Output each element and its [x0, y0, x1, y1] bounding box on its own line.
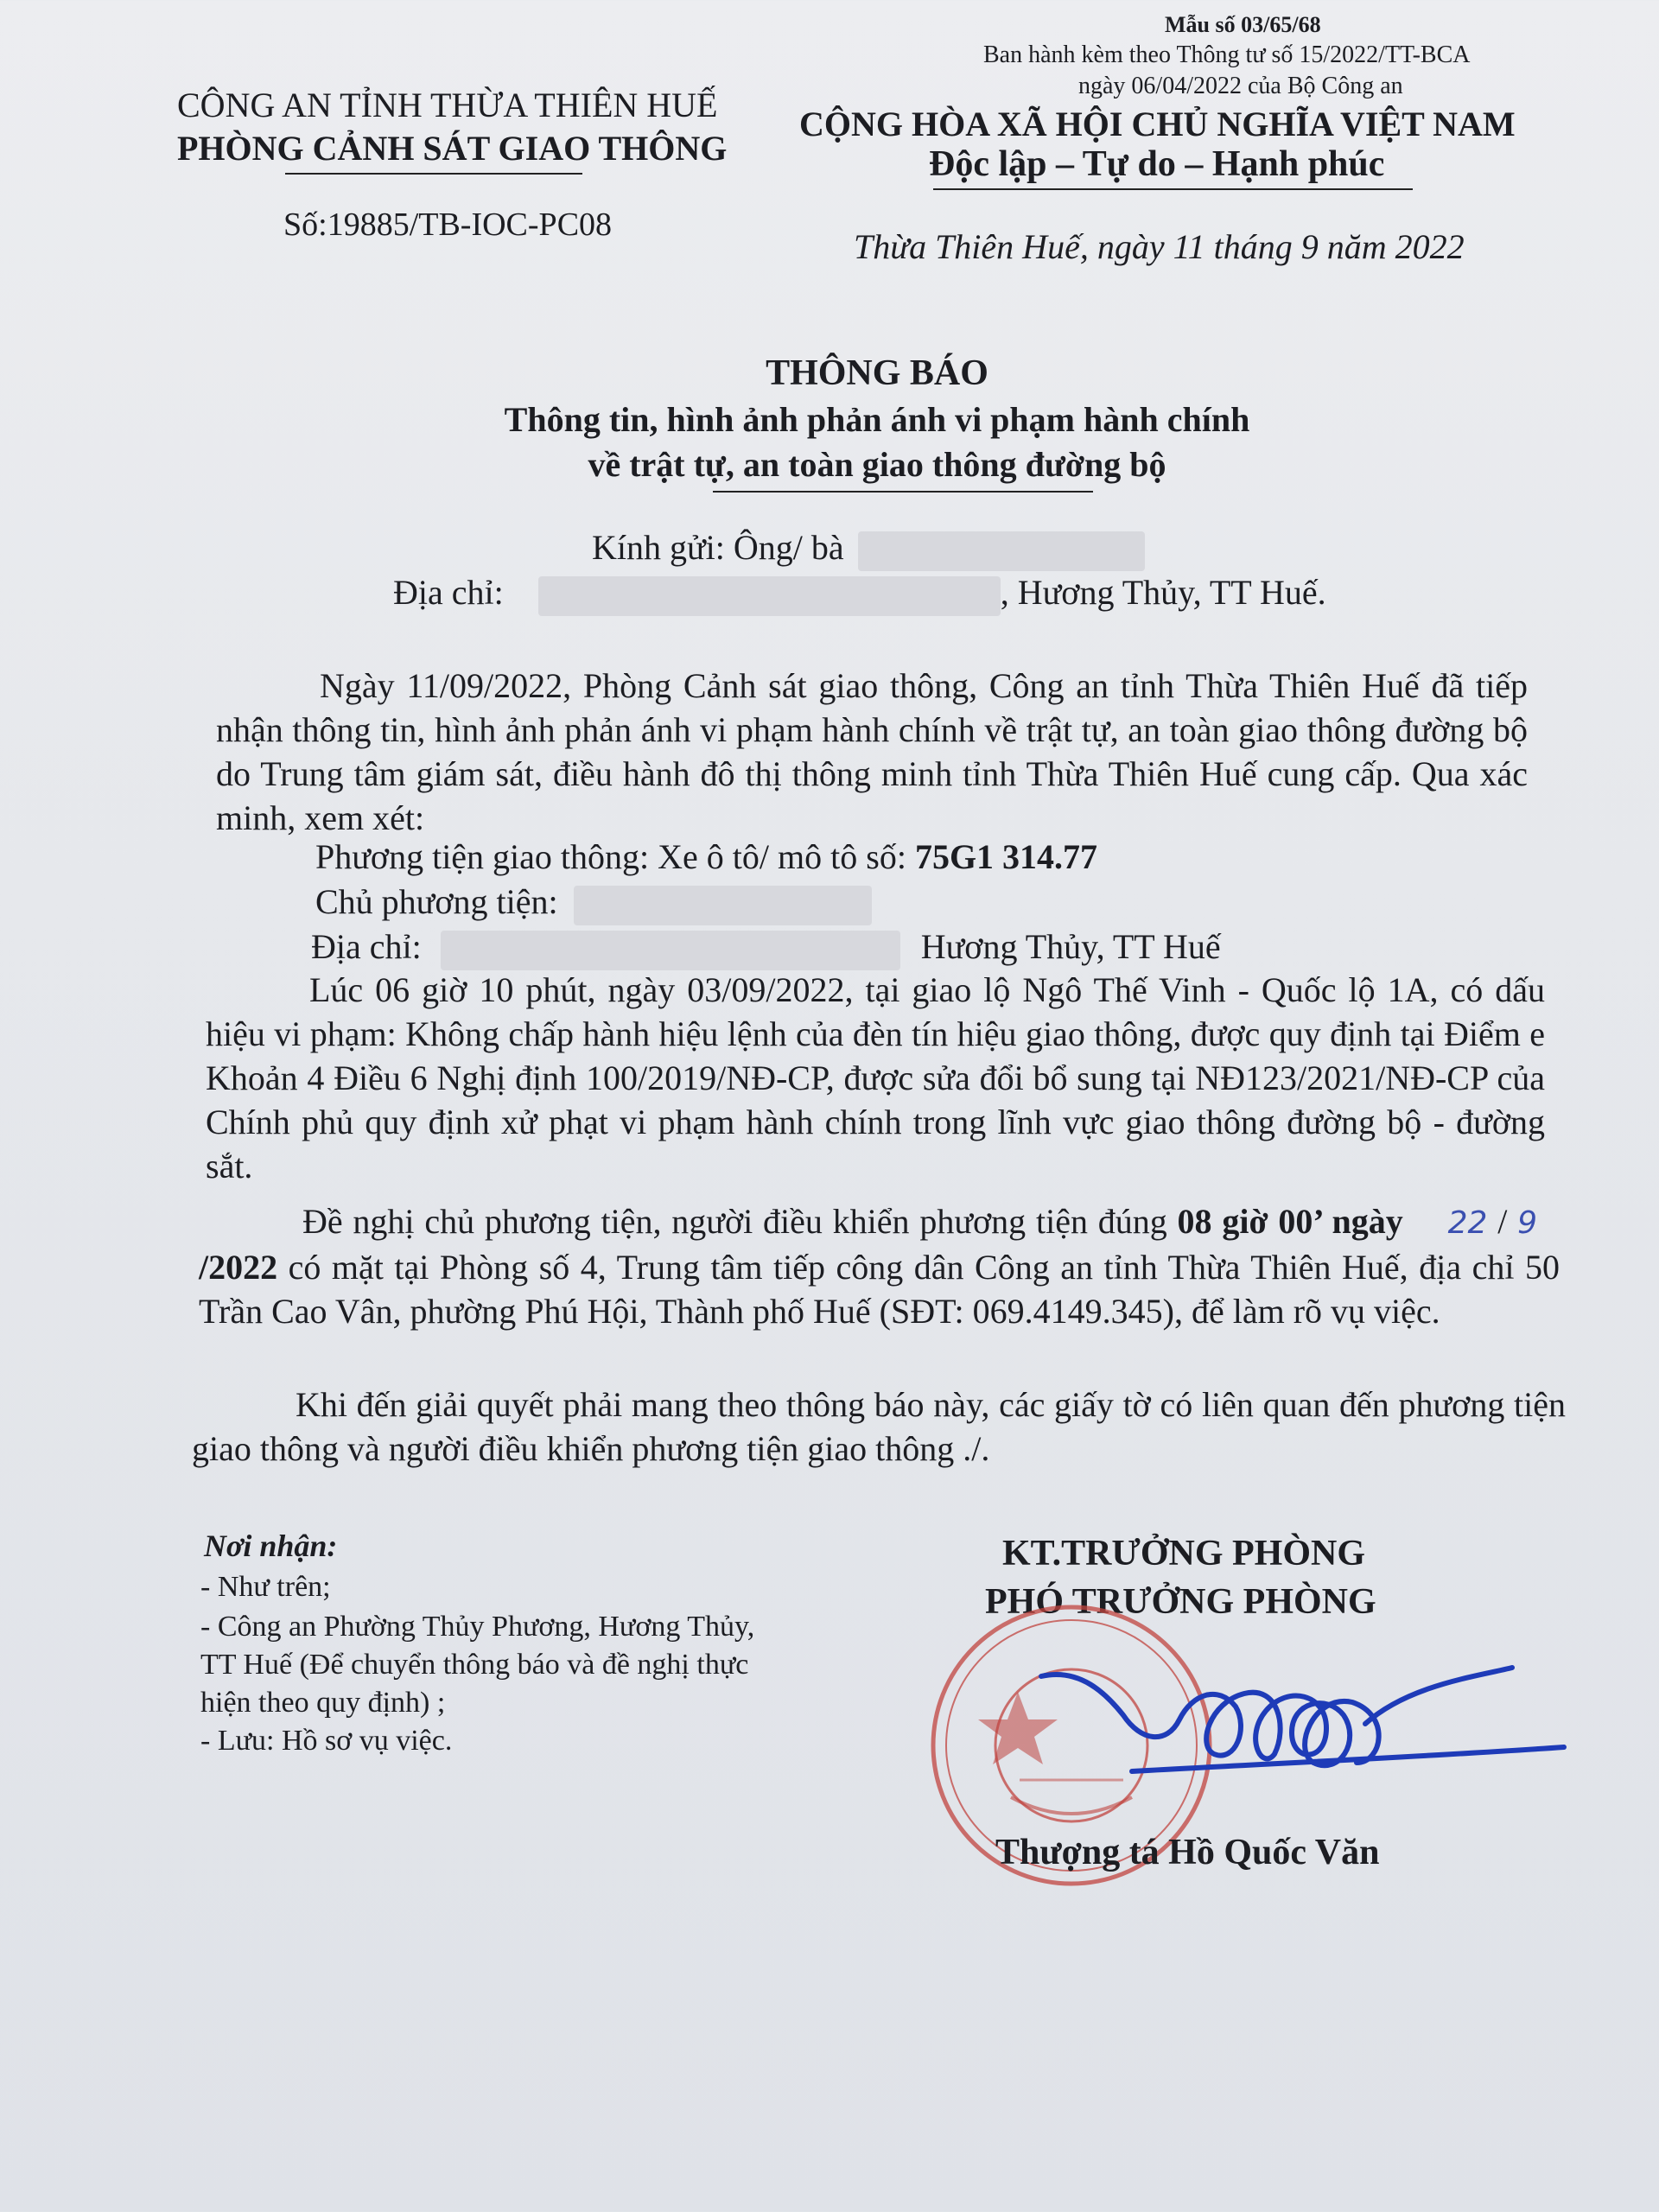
document-number: Số:19885/TB-IOC-PC08	[283, 207, 613, 243]
summons-text: Đề nghị chủ phương tiện, người điều khiển phương tiện đúng	[302, 1202, 1178, 1241]
redacted-address	[538, 576, 1001, 616]
agency-name: CÔNG AN TỈNH THỪA THIÊN HUẾ	[177, 86, 718, 124]
document-subtitle: về trật tự, an toàn giao thông đường bộ	[588, 445, 1166, 484]
recipients-item: - Như trên;	[200, 1571, 331, 1603]
redacted-owner-address	[441, 931, 900, 970]
form-issued-line: ngày 06/04/2022 của Bộ Công an	[1078, 73, 1403, 99]
divider	[285, 173, 582, 175]
owner-label: Chủ phương tiện:	[315, 882, 558, 921]
divider	[713, 491, 1093, 493]
redacted-owner	[574, 886, 872, 925]
handwritten-signature-icon	[1028, 1633, 1581, 1806]
form-number: Mẫu số 03/65/68	[1165, 12, 1321, 37]
national-motto: Độc lập – Tự do – Hạnh phúc	[929, 144, 1385, 184]
signature-title: KT.TRƯỞNG PHÒNG	[1002, 1534, 1365, 1573]
paragraph-summons: Đề nghị chủ phương tiện, người điều khiển phương tiện đúng 08 giờ 00’ ngày 22 / 9/2022 có mặt tại Phòng số 4, Trung tâm tiếp công dân Công an tỉnh Thừa Thiên Huế, địa chỉ 50 Trần Cao Vân, phường Phú Hội, Thành phố Huế (SĐT: 069.4149.345), để làm rõ vụ việc.	[199, 1202, 1560, 1331]
recipient-label: Kính gửi: Ông/ bà	[592, 528, 844, 567]
recipient-line	[592, 527, 1145, 571]
recipients-item: TT Huế (Để chuyển thông báo và đề nghị thực	[200, 1649, 749, 1681]
license-plate: 75G1 314.77	[914, 837, 1098, 876]
summons-time: 08 giờ 00’ ngày	[1177, 1202, 1403, 1241]
owner-line	[315, 881, 872, 925]
document-title: THÔNG BÁO	[766, 353, 988, 393]
handwritten-month: 9	[1517, 1205, 1538, 1241]
vehicle-line	[315, 836, 1097, 877]
place-date: Thừa Thiên Huế, ngày 11 tháng 9 năm 2022	[854, 227, 1465, 266]
address-label: Địa chỉ:	[393, 573, 504, 612]
paragraph-violation: Lúc 06 giờ 10 phút, ngày 03/09/2022, tại giao lộ Ngô Thế Vinh - Quốc lộ 1A, có dấu hiệu vi phạm: Không chấp hành hiệu lệnh của đèn tín hiệu giao thông, được quy định tại Điểm e Khoản 4 Điều 6 Nghị định 100/2019/NĐ-CP, được sửa đổi bổ sung tại NĐ123/2021/NĐ-CP của Chính phủ quy định xử phạt vi phạm hành chính trong lĩnh vực giao thông đường bộ - đường sắt.	[206, 970, 1545, 1185]
divider	[933, 188, 1413, 190]
owner-address-label: Địa chỉ:	[311, 927, 422, 966]
owner-address-tail: Hương Thủy, TT Huế	[920, 927, 1221, 966]
department-name: PHÒNG CẢNH SÁT GIAO THÔNG	[177, 129, 728, 168]
redacted-name	[858, 531, 1145, 571]
vehicle-label: Phương tiện giao thông: Xe ô tô/ mô tô số:	[315, 837, 915, 876]
national-title: CỘNG HÒA XÃ HỘI CHỦ NGHĨA VIỆT NAM	[799, 105, 1516, 143]
owner-address-line	[311, 926, 1221, 970]
paragraph-instructions: Khi đến giải quyết phải mang theo thông báo này, các giấy tờ có liên quan đến phương tiện giao thông và người điều khiển phương tiện giao thông ./.	[192, 1385, 1566, 1468]
document-subtitle: Thông tin, hình ảnh phản ánh vi phạm hành chính	[504, 400, 1250, 439]
recipients-item: - Lưu: Hồ sơ vụ việc.	[200, 1725, 453, 1757]
signer-name: Thượng tá Hồ Quốc Văn	[995, 1833, 1380, 1872]
summons-rest: có mặt tại Phòng số 4, Trung tâm tiếp công dân Công an tỉnh Thừa Thiên Huế, địa chỉ 50 Trần Cao Vân, phường Phú Hội, Thành phố Huế (SĐT: 069.4149.345), để làm rõ vụ việc.	[199, 1248, 1560, 1331]
paragraph-intro: Ngày 11/09/2022, Phòng Cảnh sát giao thông, Công an tỉnh Thừa Thiên Huế đã tiếp nhận thông tin, hình ảnh phản ánh vi phạm hành chính về trật tự, an toàn giao thông đường bộ do Trung tâm giám sát, điều hành đô thị thông minh tỉnh Thừa Thiên Huế cung cấp. Qua xác minh, xem xét:	[216, 666, 1528, 837]
form-issued-line: Ban hành kèm theo Thông tư số 15/2022/TT-BCA	[983, 41, 1471, 68]
address-tail: , Hương Thủy, TT Huế.	[1000, 573, 1326, 612]
recipient-address-line	[393, 572, 1326, 616]
recipients-item: - Công an Phường Thủy Phương, Hương Thủy,	[200, 1611, 755, 1643]
signature-position: PHÓ TRƯỞNG PHÒNG	[985, 1582, 1376, 1622]
handwritten-day: 22	[1447, 1205, 1488, 1241]
recipients-item: hiện theo quy định) ;	[200, 1687, 446, 1719]
recipients-title: Nơi nhận:	[204, 1529, 338, 1563]
summons-year: /2022	[199, 1248, 278, 1287]
